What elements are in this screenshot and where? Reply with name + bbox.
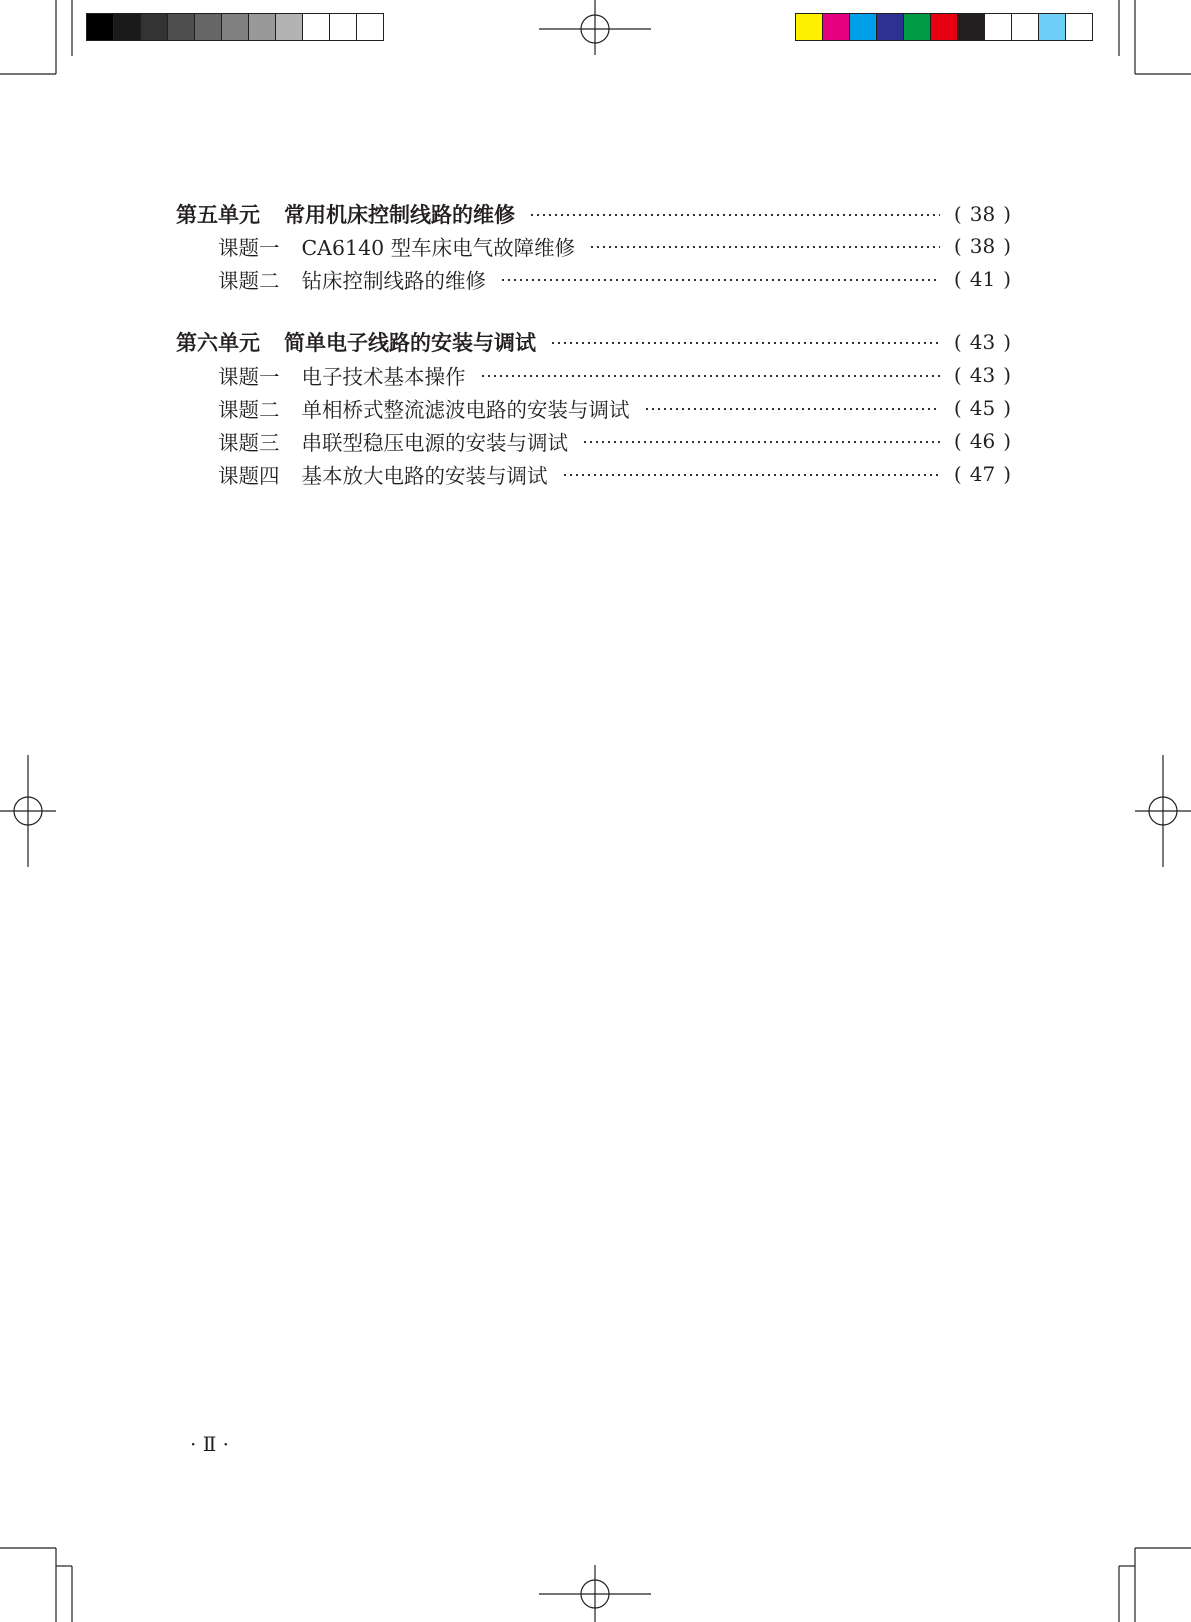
registration-mark-left [0, 755, 56, 867]
color-swatch [795, 13, 823, 41]
color-swatch [957, 13, 985, 41]
color-swatch [113, 13, 141, 41]
color-swatch [822, 13, 850, 41]
page-number: ( 41 ) [953, 267, 1011, 291]
color-swatch [903, 13, 931, 41]
registration-mark-right [1135, 755, 1191, 867]
dot-leader [529, 214, 940, 216]
dot-leader [480, 375, 940, 377]
grayscale-color-bar [86, 13, 383, 41]
page-number: ( 47 ) [953, 462, 1011, 486]
lesson-number: 课题三 [218, 431, 280, 455]
dot-leader [582, 441, 940, 443]
lesson-number: 课题一 [218, 365, 280, 389]
toc-lesson[interactable] [218, 457, 1019, 491]
page-number: ( 46 ) [953, 429, 1011, 453]
toc-lesson[interactable] [218, 229, 1019, 263]
color-swatch [876, 13, 904, 41]
page-number: ( 43 ) [953, 363, 1011, 387]
color-swatch [984, 13, 1012, 41]
lesson-number: 课题二 [218, 398, 280, 422]
toc-lesson[interactable] [218, 358, 1019, 392]
toc-unit-5[interactable] [176, 197, 1019, 231]
toc-unit-6[interactable] [176, 325, 1019, 359]
lesson-number: 课题一 [218, 236, 280, 260]
unit-number: 第六单元 [176, 331, 260, 355]
dot-leader [589, 246, 940, 248]
unit-title: 常用机床控制线路的维修 [284, 203, 515, 227]
process-color-bar [795, 13, 1092, 41]
toc-lesson[interactable] [218, 424, 1019, 458]
toc-lesson[interactable] [218, 391, 1019, 425]
page-number: ( 43 ) [953, 330, 1011, 354]
lesson-title: 电子技术基本操作 [301, 365, 466, 389]
registration-mark-bottom [539, 1565, 651, 1622]
color-swatch [221, 13, 249, 41]
unit-title: 简单电子线路的安装与调试 [284, 331, 536, 355]
color-swatch [356, 13, 384, 41]
lesson-title: 钻床控制线路的维修 [301, 269, 486, 293]
color-swatch [1011, 13, 1039, 41]
color-swatch [329, 13, 357, 41]
lesson-title: 串联型稳压电源的安装与调试 [301, 431, 568, 455]
lesson-title: CA6140 型车床电气故障维修 [301, 236, 576, 260]
color-swatch [275, 13, 303, 41]
lesson-title: 基本放大电路的安装与调试 [301, 464, 548, 488]
dot-leader [550, 342, 940, 344]
dot-leader [562, 474, 940, 476]
color-swatch [140, 13, 168, 41]
dot-leader [644, 408, 940, 410]
color-swatch [194, 13, 222, 41]
color-swatch [1038, 13, 1066, 41]
lesson-number: 课题二 [218, 269, 280, 293]
color-swatch [167, 13, 195, 41]
unit-number: 第五单元 [176, 203, 260, 227]
color-swatch [86, 13, 114, 41]
color-swatch [930, 13, 958, 41]
lesson-number: 课题四 [218, 464, 280, 488]
dot-leader [500, 279, 940, 281]
page-folio: · Ⅱ · [190, 1432, 230, 1456]
page-number: ( 38 ) [953, 234, 1011, 258]
page-number: ( 38 ) [953, 202, 1011, 226]
color-swatch [1065, 13, 1093, 41]
lesson-title: 单相桥式整流滤波电路的安装与调试 [301, 398, 630, 422]
registration-mark-top [539, 0, 651, 55]
toc-lesson[interactable] [218, 262, 1019, 296]
page-number: ( 45 ) [953, 396, 1011, 420]
color-swatch [849, 13, 877, 41]
color-swatch [302, 13, 330, 41]
color-swatch [248, 13, 276, 41]
